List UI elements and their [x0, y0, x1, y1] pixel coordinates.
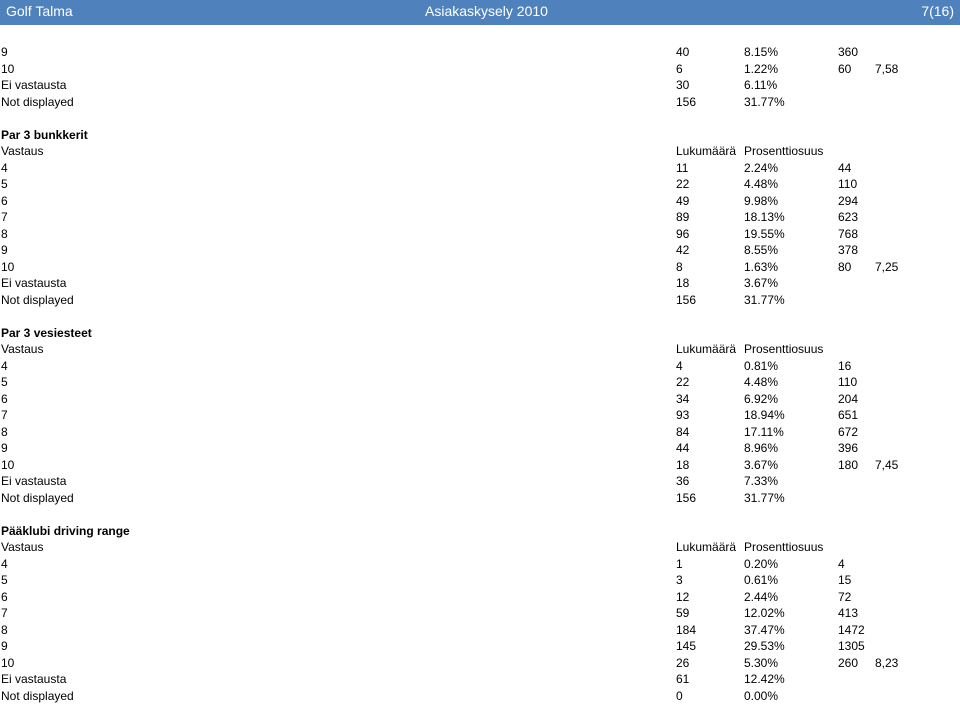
table-row [0, 440, 960, 457]
average-cell: 7,25 [875, 259, 898, 275]
table-row [0, 160, 960, 177]
percent-cell: 4.48% [744, 374, 778, 390]
table-row [0, 556, 960, 573]
table-row [0, 391, 960, 408]
row-label: 4 [1, 160, 8, 176]
section-title: Par 3 vesiesteet [1, 325, 92, 341]
score-cell: 44 [838, 160, 851, 176]
table-row [0, 572, 960, 589]
row-label: 7 [1, 605, 8, 621]
header-document-title: Asiakaskysely 2010 [425, 3, 548, 19]
row-label: Vastaus [1, 539, 43, 555]
table-row [0, 94, 960, 111]
table-row [0, 589, 960, 606]
count-cell: Lukumäärä [676, 143, 736, 159]
percent-cell: 37.47% [744, 622, 785, 638]
row-label: 10 [1, 259, 14, 275]
row-label: 8 [1, 424, 8, 440]
percent-cell: 17.11% [744, 424, 784, 440]
count-cell: 18 [676, 457, 689, 473]
section-title-row [0, 325, 960, 342]
percent-cell: 7.33% [744, 473, 778, 489]
row-label: 7 [1, 407, 8, 423]
count-cell: 84 [676, 424, 689, 440]
percent-cell: 1.22% [744, 61, 778, 77]
score-cell: 110 [838, 176, 857, 192]
percent-cell: 8.15% [744, 44, 778, 60]
row-label: Not displayed [1, 688, 74, 704]
score-cell: 1472 [838, 622, 865, 638]
score-cell: 623 [838, 209, 858, 225]
row-label: 9 [1, 638, 8, 654]
score-cell: 60 [838, 61, 851, 77]
row-label: 5 [1, 374, 8, 390]
table-row [0, 688, 960, 704]
count-cell: 156 [676, 490, 696, 506]
table-row [0, 292, 960, 309]
row-label: 9 [1, 242, 8, 258]
section-title-row [0, 523, 960, 540]
percent-cell: 6.11% [744, 77, 777, 93]
percent-cell: Prosenttiosuus [744, 539, 823, 555]
row-label: Ei vastausta [1, 671, 66, 687]
percent-cell: 12.42% [744, 671, 785, 687]
table-row [0, 671, 960, 688]
row-label: 6 [1, 193, 8, 209]
score-cell: 360 [838, 44, 858, 60]
row-label: Ei vastausta [1, 473, 66, 489]
table-row [0, 226, 960, 243]
score-cell: 378 [838, 242, 858, 258]
percent-cell: 12.02% [744, 605, 785, 621]
count-cell: 40 [676, 44, 689, 60]
count-cell: 145 [676, 638, 696, 654]
row-label: 4 [1, 556, 8, 572]
count-cell: 1 [676, 556, 683, 572]
row-label: 6 [1, 589, 8, 605]
row-label: Not displayed [1, 94, 74, 110]
score-cell: 768 [838, 226, 858, 242]
percent-cell: 0.81% [744, 358, 778, 374]
table-row [0, 358, 960, 375]
table-row [0, 407, 960, 424]
table-row [0, 539, 960, 556]
row-label: 7 [1, 209, 8, 225]
score-cell: 180 [838, 457, 858, 473]
count-cell: 18 [676, 275, 689, 291]
row-label: 5 [1, 572, 8, 588]
percent-cell: 19.55% [744, 226, 785, 242]
count-cell: 8 [676, 259, 683, 275]
count-cell: 44 [676, 440, 689, 456]
table-row [0, 77, 960, 94]
percent-cell: 31.77% [744, 94, 785, 110]
row-label: 8 [1, 226, 8, 242]
count-cell: 93 [676, 407, 689, 423]
percent-cell: 3.67% [744, 275, 778, 291]
count-cell: 89 [676, 209, 689, 225]
score-cell: 672 [838, 424, 858, 440]
count-cell: 6 [676, 61, 683, 77]
percent-cell: 4.48% [744, 176, 778, 192]
percent-cell: 18.13% [744, 209, 785, 225]
row-label: Vastaus [1, 341, 43, 357]
percent-cell: 29.53% [744, 638, 785, 654]
table-row [0, 655, 960, 672]
row-label: Ei vastausta [1, 77, 66, 93]
percent-cell: 2.24% [744, 160, 778, 176]
percent-cell: 9.98% [744, 193, 778, 209]
page-header [0, 0, 960, 25]
table-row [0, 209, 960, 226]
count-cell: 4 [676, 358, 683, 374]
count-cell: 11 [676, 160, 688, 176]
table-row [0, 622, 960, 639]
score-cell: 204 [838, 391, 858, 407]
table-row [0, 374, 960, 391]
row-label: 10 [1, 655, 14, 671]
percent-cell: 3.67% [744, 457, 778, 473]
survey-results [0, 44, 960, 704]
percent-cell: 31.77% [744, 292, 785, 308]
section-spacer [0, 308, 960, 325]
percent-cell: 6.92% [744, 391, 778, 407]
table-row [0, 143, 960, 160]
table-row [0, 275, 960, 292]
percent-cell: 5.30% [744, 655, 778, 671]
percent-cell: 1.63% [744, 259, 778, 275]
percent-cell: 2.44% [744, 589, 778, 605]
score-cell: 4 [838, 556, 845, 572]
count-cell: Lukumäärä [676, 341, 736, 357]
count-cell: 3 [676, 572, 683, 588]
header-company: Golf Talma [6, 3, 73, 19]
table-row [0, 605, 960, 622]
row-label: 9 [1, 44, 8, 60]
percent-cell: Prosenttiosuus [744, 143, 823, 159]
table-row [0, 176, 960, 193]
count-cell: 49 [676, 193, 689, 209]
score-cell: 260 [838, 655, 858, 671]
row-label: Not displayed [1, 292, 74, 308]
count-cell: 30 [676, 77, 689, 93]
score-cell: 72 [838, 589, 851, 605]
row-label: Vastaus [1, 143, 43, 159]
percent-cell: 8.55% [744, 242, 778, 258]
score-cell: 1305 [838, 638, 865, 654]
percent-cell: 0.00% [744, 688, 778, 704]
score-cell: 413 [838, 605, 858, 621]
section-title: Par 3 bunkkerit [1, 127, 88, 143]
count-cell: 156 [676, 94, 696, 110]
table-row [0, 638, 960, 655]
row-label: 5 [1, 176, 8, 192]
count-cell: 0 [676, 688, 683, 704]
average-cell: 7,58 [875, 61, 898, 77]
score-cell: 15 [838, 572, 851, 588]
table-row [0, 473, 960, 490]
row-label: 8 [1, 622, 8, 638]
score-cell: 110 [838, 374, 857, 390]
count-cell: 22 [676, 176, 689, 192]
score-cell: 294 [838, 193, 858, 209]
score-cell: 651 [838, 407, 858, 423]
count-cell: 96 [676, 226, 689, 242]
percent-cell: 18.94% [744, 407, 785, 423]
row-label: 10 [1, 457, 14, 473]
row-label: 6 [1, 391, 8, 407]
score-cell: 16 [838, 358, 851, 374]
table-row [0, 341, 960, 358]
count-cell: 156 [676, 292, 696, 308]
percent-cell: 0.61% [744, 572, 778, 588]
row-label: 4 [1, 358, 8, 374]
count-cell: 12 [676, 589, 689, 605]
table-row [0, 259, 960, 276]
score-cell: 396 [838, 440, 858, 456]
count-cell: 42 [676, 242, 689, 258]
row-label: 9 [1, 440, 8, 456]
percent-cell: Prosenttiosuus [744, 341, 823, 357]
percent-cell: 8.96% [744, 440, 778, 456]
table-row [0, 457, 960, 474]
percent-cell: 31.77% [744, 490, 785, 506]
percent-cell: 0.20% [744, 556, 778, 572]
table-row [0, 44, 960, 61]
row-label: 10 [1, 61, 14, 77]
count-cell: Lukumäärä [676, 539, 736, 555]
count-cell: 59 [676, 605, 689, 621]
table-row [0, 424, 960, 441]
row-label: Not displayed [1, 490, 74, 506]
section-spacer [0, 506, 960, 523]
count-cell: 26 [676, 655, 689, 671]
count-cell: 22 [676, 374, 689, 390]
table-row [0, 193, 960, 210]
count-cell: 61 [676, 671, 689, 687]
average-cell: 7,45 [875, 457, 898, 473]
count-cell: 36 [676, 473, 689, 489]
table-row [0, 490, 960, 507]
table-row [0, 61, 960, 78]
header-page-number: 7(16) [921, 3, 954, 19]
table-row [0, 242, 960, 259]
average-cell: 8,23 [875, 655, 898, 671]
row-label: Ei vastausta [1, 275, 66, 291]
section-spacer [0, 110, 960, 127]
count-cell: 34 [676, 391, 689, 407]
section-title-row [0, 127, 960, 144]
count-cell: 184 [676, 622, 696, 638]
section-title: Pääklubi driving range [1, 523, 130, 539]
score-cell: 80 [838, 259, 851, 275]
